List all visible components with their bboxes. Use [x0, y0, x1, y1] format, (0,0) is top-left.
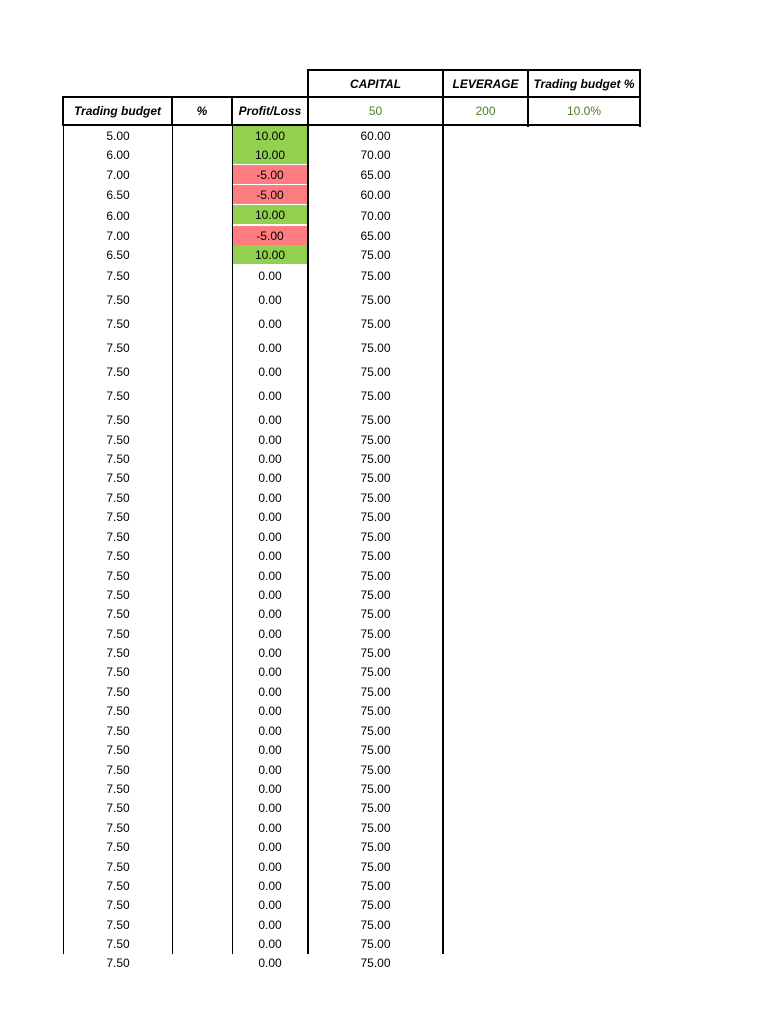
trading-budget-cell[interactable]: 7.50: [106, 917, 130, 932]
capital-cell[interactable]: 75.00: [360, 549, 391, 563]
trading-budget-cell[interactable]: 7.50: [106, 268, 130, 283]
profit-loss-cell[interactable]: 0.00: [258, 529, 282, 544]
capital-cell[interactable]: 75.00: [360, 268, 391, 283]
profit-loss-cell[interactable]: 0.00: [258, 388, 282, 403]
border: [62, 124, 641, 126]
percent-cell[interactable]: [173, 507, 232, 527]
capital-cell[interactable]: 75.00: [360, 840, 391, 854]
trading-budget-cell[interactable]: 7.50: [106, 955, 130, 970]
profit-loss-cell[interactable]: -5.00: [233, 165, 307, 184]
capital-cell[interactable]: 60.00: [360, 188, 391, 202]
profit-loss-cell[interactable]: -5.00: [233, 226, 307, 245]
capital-value[interactable]: 50: [368, 104, 383, 118]
profit-loss-cell[interactable]: 0.00: [258, 432, 282, 447]
profit-loss-cell[interactable]: 0.00: [258, 607, 282, 621]
profit-loss-cell[interactable]: 10.00: [233, 245, 307, 264]
trading-budget-cell[interactable]: 7.50: [106, 936, 130, 951]
trading-budget-cell[interactable]: 7.50: [106, 568, 130, 583]
leverage-value[interactable]: 200: [475, 104, 496, 118]
profit-loss-cell[interactable]: 0.00: [258, 268, 282, 283]
capital-cell[interactable]: 75.00: [360, 645, 391, 660]
percent-cell[interactable]: [173, 205, 232, 226]
border: [62, 96, 641, 98]
capital-cell[interactable]: 75.00: [360, 471, 391, 485]
capital-cell[interactable]: 70.00: [360, 148, 391, 162]
capital-cell[interactable]: 70.00: [360, 208, 391, 223]
border: [63, 125, 64, 954]
capital-cell[interactable]: 60.00: [360, 128, 391, 143]
percent-cell[interactable]: [173, 760, 232, 779]
percent-cell[interactable]: [173, 915, 232, 934]
percent-cell[interactable]: [173, 430, 232, 449]
border: [307, 69, 641, 71]
capital-cell[interactable]: 75.00: [360, 490, 391, 505]
profit-loss-cell[interactable]: 10.00: [233, 145, 307, 164]
profit-loss-cell[interactable]: 0.00: [258, 917, 282, 932]
percent-cell[interactable]: [173, 624, 232, 643]
capital-cell[interactable]: 75.00: [360, 665, 391, 679]
capital-cell[interactable]: 75.00: [360, 292, 391, 307]
percent-cell[interactable]: [173, 701, 232, 721]
profit-loss-cell[interactable]: 0.00: [258, 820, 282, 835]
capital-cell[interactable]: 75.00: [360, 684, 391, 699]
percent-cell[interactable]: [173, 289, 232, 310]
percent-cell[interactable]: [173, 226, 232, 245]
trading-budget-cell[interactable]: 7.50: [106, 859, 130, 874]
trading-budget-cell[interactable]: 7.50: [106, 292, 130, 307]
capital-cell[interactable]: 75.00: [360, 568, 391, 583]
percent-cell[interactable]: [173, 337, 232, 358]
profit-loss-cell[interactable]: 0.00: [258, 936, 282, 951]
percent-cell[interactable]: [173, 721, 232, 740]
profit-loss-cell[interactable]: 0.00: [258, 587, 282, 602]
border: [172, 125, 173, 954]
profit-loss-cell[interactable]: -5.00: [233, 185, 307, 204]
profit-loss-cell[interactable]: 0.00: [258, 340, 282, 355]
trading-budget-cell[interactable]: 7.50: [106, 607, 130, 621]
capital-cell[interactable]: 75.00: [360, 340, 391, 355]
percent-cell[interactable]: [173, 385, 232, 406]
percent-cell[interactable]: [173, 857, 232, 876]
trading-budget-cell[interactable]: 7.50: [106, 432, 130, 447]
percent-cell[interactable]: [173, 566, 232, 585]
trading-budget-cell[interactable]: 7.50: [106, 529, 130, 544]
capital-cell[interactable]: 75.00: [360, 529, 391, 544]
percent-cell[interactable]: [173, 837, 232, 857]
capital-cell[interactable]: 65.00: [360, 228, 391, 243]
percent-cell[interactable]: [173, 740, 232, 760]
trading-budget-cell[interactable]: 7.50: [106, 645, 130, 660]
percent-header: %: [196, 104, 208, 118]
trading-budget-cell[interactable]: 7.50: [106, 510, 130, 524]
capital-cell[interactable]: 75.00: [360, 248, 391, 262]
trading-budget-cell[interactable]: 7.50: [106, 451, 130, 466]
capital-cell[interactable]: 75.00: [360, 723, 391, 738]
trading-budget-cell[interactable]: 7.00: [106, 168, 130, 182]
capital-cell[interactable]: 75.00: [360, 801, 391, 815]
percent-cell[interactable]: [173, 585, 232, 604]
percent-cell[interactable]: [173, 468, 232, 488]
profit-loss-cell[interactable]: 0.00: [258, 781, 282, 796]
capital-cell[interactable]: 75.00: [360, 587, 391, 602]
leverage-header: LEVERAGE: [452, 76, 519, 91]
capital-cell[interactable]: 75.00: [360, 704, 391, 718]
profit-loss-cell[interactable]: 0.00: [258, 292, 282, 307]
capital-cell[interactable]: 75.00: [360, 917, 391, 932]
capital-cell[interactable]: 75.00: [360, 936, 391, 951]
profit-loss-cell[interactable]: 0.00: [258, 762, 282, 777]
border: [62, 96, 64, 126]
profit-loss-cell[interactable]: 0.00: [258, 316, 282, 331]
percent-cell[interactable]: [173, 185, 232, 205]
percent-cell[interactable]: [173, 145, 232, 165]
trading-budget-cell[interactable]: 7.00: [106, 228, 130, 243]
profit-loss-cell[interactable]: 0.00: [258, 684, 282, 699]
capital-cell[interactable]: 75.00: [360, 955, 391, 970]
capital-cell[interactable]: 65.00: [360, 168, 391, 182]
profit-loss-cell[interactable]: 10.00: [233, 205, 307, 224]
profit-loss-header: Profit/Loss: [238, 104, 302, 118]
capital-cell[interactable]: 75.00: [360, 364, 391, 379]
profit-loss-cell[interactable]: 0.00: [258, 568, 282, 583]
profit-loss-cell[interactable]: 0.00: [258, 723, 282, 738]
percent-cell[interactable]: [173, 265, 232, 286]
profit-loss-cell[interactable]: 0.00: [258, 878, 282, 893]
profit-loss-cell[interactable]: 0.00: [258, 743, 282, 757]
profit-loss-cell[interactable]: 0.00: [258, 704, 282, 718]
border: [231, 96, 233, 126]
trading-budget-cell[interactable]: 7.50: [106, 762, 130, 777]
profit-loss-cell[interactable]: 0.00: [258, 645, 282, 660]
border: [171, 96, 173, 126]
border: [307, 125, 309, 954]
percent-cell[interactable]: [173, 527, 232, 546]
border: [232, 125, 233, 954]
trading-budget-cell[interactable]: 7.50: [106, 471, 130, 485]
profit-loss-cell[interactable]: 0.00: [258, 840, 282, 854]
trading-budget-cell[interactable]: 7.50: [106, 626, 130, 641]
border: [442, 125, 444, 954]
percent-cell[interactable]: [173, 662, 232, 682]
capital-header: CAPITAL: [349, 76, 402, 91]
profit-loss-cell[interactable]: 0.00: [258, 490, 282, 505]
percent-cell[interactable]: [173, 798, 232, 818]
percent-cell[interactable]: [173, 953, 232, 972]
trading-budget-cell[interactable]: 7.50: [106, 898, 130, 912]
percent-cell[interactable]: [173, 934, 232, 953]
profit-loss-cell[interactable]: 0.00: [258, 549, 282, 563]
percent-cell[interactable]: [173, 165, 232, 185]
capital-cell[interactable]: 75.00: [360, 316, 391, 331]
percent-cell[interactable]: [173, 313, 232, 334]
profit-loss-cell[interactable]: 0.00: [258, 626, 282, 641]
capital-cell[interactable]: 75.00: [360, 413, 391, 427]
capital-cell[interactable]: 75.00: [360, 898, 391, 912]
trading-budget-cell[interactable]: 7.50: [106, 490, 130, 505]
trading-budget-cell[interactable]: 7.50: [106, 388, 130, 403]
trading-budget-cell[interactable]: 6.00: [106, 148, 130, 162]
trading-budget-cell[interactable]: 7.50: [106, 781, 130, 796]
percent-cell[interactable]: [173, 643, 232, 662]
profit-loss-cell[interactable]: 0.00: [258, 859, 282, 874]
border: [307, 69, 309, 127]
percent-cell[interactable]: [173, 895, 232, 915]
border: [527, 69, 529, 127]
trading-budget-cell[interactable]: 7.50: [106, 878, 130, 893]
capital-cell[interactable]: 75.00: [360, 607, 391, 621]
trading-budget-pct-header: Trading budget %: [533, 76, 635, 91]
percent-cell[interactable]: [173, 546, 232, 566]
percent-cell[interactable]: [173, 410, 232, 430]
trading-budget-cell[interactable]: 7.50: [106, 743, 130, 757]
profit-loss-cell[interactable]: 10.00: [233, 126, 307, 145]
trading-budget-cell[interactable]: 7.50: [106, 820, 130, 835]
trading-budget-cell[interactable]: 7.50: [106, 587, 130, 602]
percent-cell[interactable]: [173, 126, 232, 145]
trading-budget-cell[interactable]: 7.50: [106, 840, 130, 854]
trading-budget-cell[interactable]: 7.50: [106, 704, 130, 718]
border: [639, 69, 641, 127]
profit-loss-cell[interactable]: 0.00: [258, 898, 282, 912]
capital-cell[interactable]: 75.00: [360, 388, 391, 403]
trading-budget-cell[interactable]: 6.00: [106, 208, 130, 223]
capital-cell[interactable]: 75.00: [360, 432, 391, 447]
profit-loss-cell[interactable]: 0.00: [258, 413, 282, 427]
trading-budget-header: Trading budget: [73, 104, 162, 118]
capital-cell[interactable]: 75.00: [360, 743, 391, 757]
trading-budget-cell[interactable]: 5.00: [106, 128, 130, 143]
trading-budget-cell[interactable]: 7.50: [106, 665, 130, 679]
trading-budget-cell[interactable]: 6.50: [106, 188, 130, 202]
profit-loss-cell[interactable]: 0.00: [258, 665, 282, 679]
trading-budget-cell[interactable]: 7.50: [106, 340, 130, 355]
trading-budget-cell[interactable]: 7.50: [106, 549, 130, 563]
profit-loss-cell[interactable]: 0.00: [258, 451, 282, 466]
trading-budget-cell[interactable]: 7.50: [106, 364, 130, 379]
capital-cell[interactable]: 75.00: [360, 859, 391, 874]
trading-budget-cell[interactable]: 6.50: [106, 248, 130, 262]
capital-cell[interactable]: 75.00: [360, 626, 391, 641]
trading-budget-cell[interactable]: 7.50: [106, 684, 130, 699]
capital-cell[interactable]: 75.00: [360, 451, 391, 466]
percent-cell[interactable]: [173, 818, 232, 837]
percent-cell[interactable]: [173, 449, 232, 468]
percent-cell[interactable]: [173, 604, 232, 624]
percent-cell[interactable]: [173, 245, 232, 265]
capital-cell[interactable]: 75.00: [360, 781, 391, 796]
profit-loss-cell[interactable]: 0.00: [258, 801, 282, 815]
percent-cell[interactable]: [173, 876, 232, 895]
trading-budget-pct-value[interactable]: 10.0%: [566, 104, 602, 118]
capital-cell[interactable]: 75.00: [360, 510, 391, 524]
capital-cell[interactable]: 75.00: [360, 762, 391, 777]
profit-loss-cell[interactable]: 0.00: [258, 471, 282, 485]
percent-cell[interactable]: [173, 682, 232, 701]
percent-cell[interactable]: [173, 779, 232, 798]
profit-loss-cell[interactable]: 0.00: [258, 955, 282, 970]
trading-budget-cell[interactable]: 7.50: [106, 413, 130, 427]
percent-cell[interactable]: [173, 488, 232, 507]
percent-cell[interactable]: [173, 361, 232, 382]
border: [442, 69, 444, 127]
capital-cell[interactable]: 75.00: [360, 820, 391, 835]
trading-budget-cell[interactable]: 7.50: [106, 316, 130, 331]
trading-budget-cell[interactable]: 7.50: [106, 801, 130, 815]
profit-loss-cell[interactable]: 0.00: [258, 510, 282, 524]
trading-budget-cell[interactable]: 7.50: [106, 723, 130, 738]
capital-cell[interactable]: 75.00: [360, 878, 391, 893]
profit-loss-cell[interactable]: 0.00: [258, 364, 282, 379]
